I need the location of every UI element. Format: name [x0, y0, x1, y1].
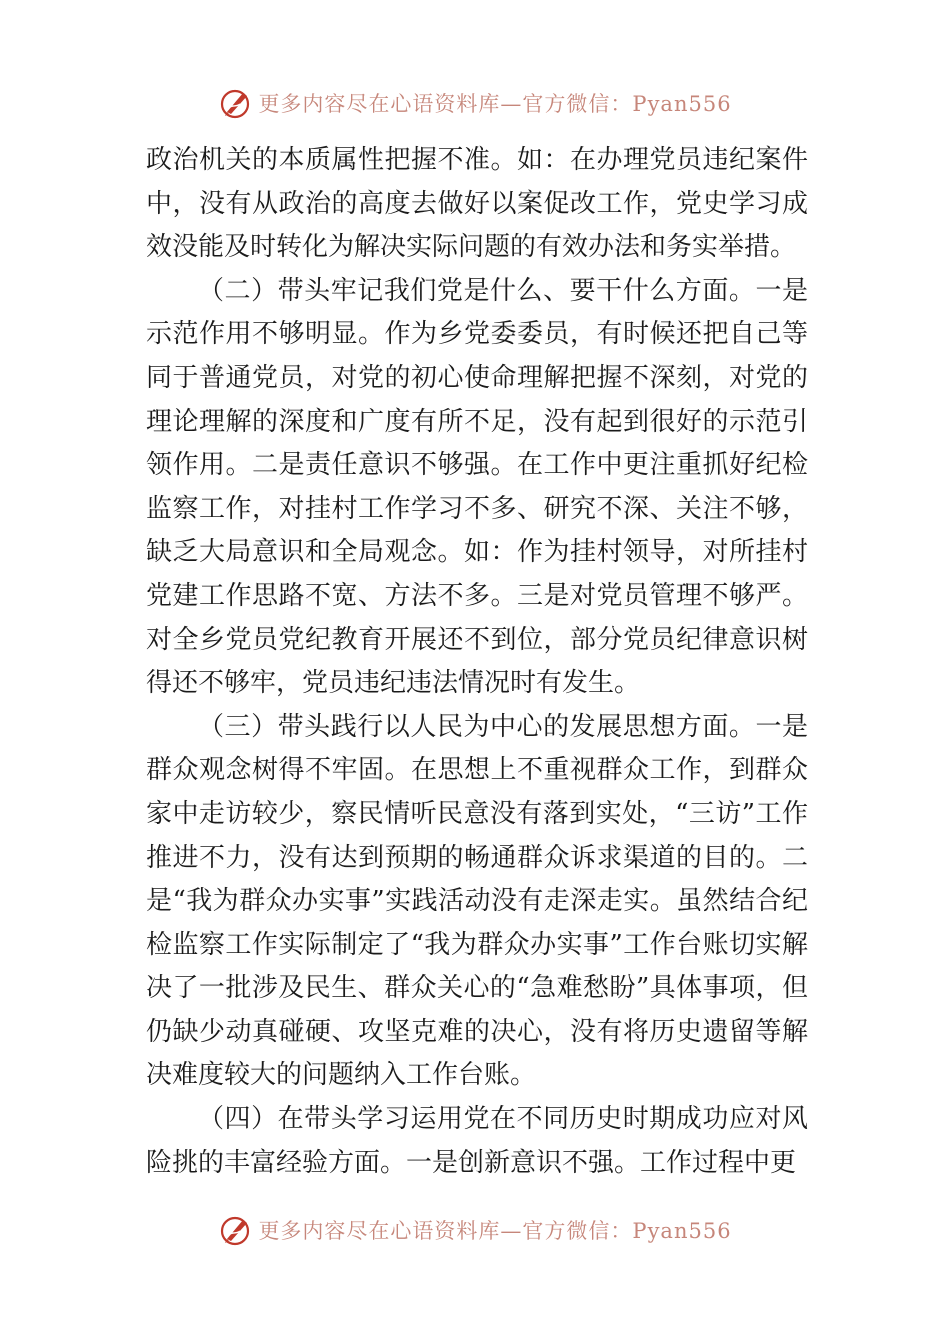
paragraph-3: （三）带头践行以人民为中心的发展思想方面。一是群众观念树得不牢固。在思想上不重视群众工作，到群众家中走访较少，察民情听民意没有落到实处，“三访”工作推进不力，没有达到预期的畅通群众诉求渠道的目的。二是“我为群众办实事”实践活动没有走深走实。虽然结合纪检监察工作实际制定了“我为群众办实事”工作台账切实解决了一批涉及民生、群众关心的“急难愁盼”具体事项，但仍缺少动真碰硬、攻坚克难的决心，没有将历史遗留等解决难度较大的问题纳入工作台账。	[146, 711, 808, 1091]
header-banner	[0, 83, 950, 123]
document-body	[146, 139, 808, 1185]
paragraph-1: 政治机关的本质属性把握不准。如：在办理党员违纪案件中，没有从政治的高度去做好以案促改工作，党史学习成效没能及时转化为解决实际问题的有效办法和务实举措。	[146, 145, 808, 263]
footer-banner-text: 更多内容尽在心语资料库—官方微信：Pyan556	[258, 1219, 732, 1243]
header-banner-text: 更多内容尽在心语资料库—官方微信：Pyan556	[258, 92, 732, 116]
paragraph-2: （二）带头牢记我们党是什么、要干什么方面。一是示范作用不够明显。作为乡党委委员，有时候还把自己等同于普通党员，对党的初心使命理解把握不深刻，对党的理论理解的深度和广度有所不足，没有起到很好的示范引领作用。二是责任意识不够强。在工作中更注重抓好纪检监察工作，对挂村工作学习不多、研究不深、关注不够，缺乏大局意识和全局观念。如：作为挂村领导，对所挂村党建工作思路不宽、方法不多。三是对党员管理不够严。对全乡党员党纪教育开展还不到位，部分党员纪律意识树得还不够牢，党员违纪违法情况时有发生。	[146, 275, 808, 699]
paragraph-4: （四）在带头学习运用党在不同历史时期成功应对风险挑的丰富经验方面。一是创新意识不强。工作过程中更	[146, 1104, 808, 1178]
pen-logo-icon	[218, 1212, 254, 1248]
footer-banner	[0, 1210, 950, 1250]
pen-logo-icon	[218, 85, 254, 121]
